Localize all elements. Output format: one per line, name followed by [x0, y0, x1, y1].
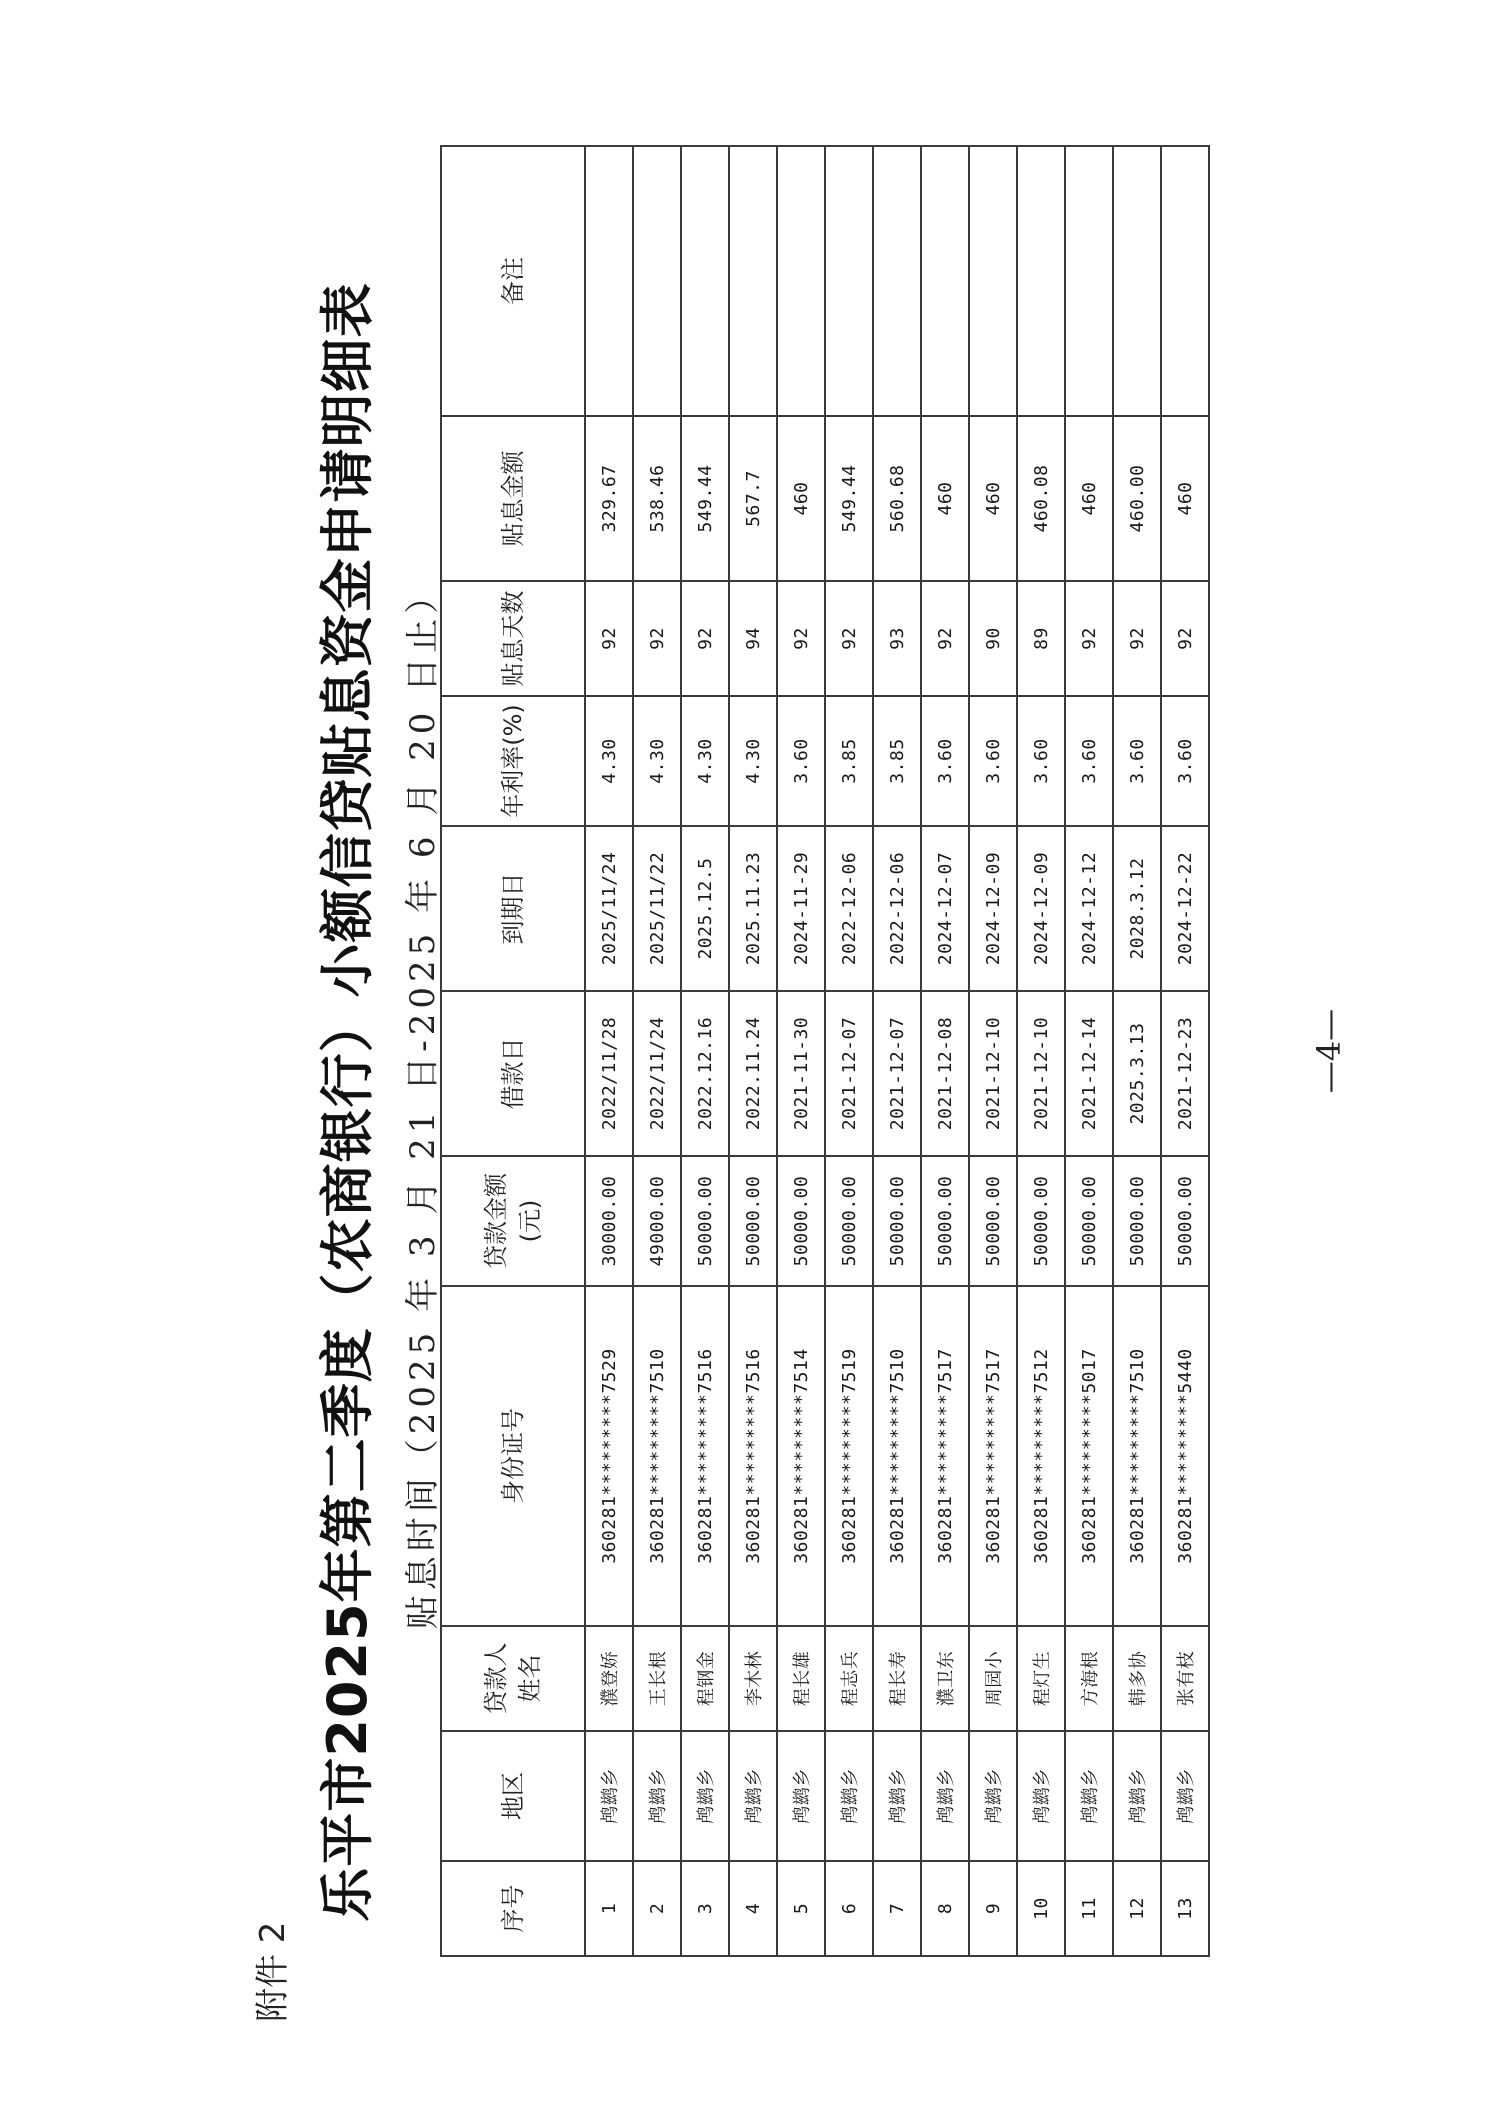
loan-amount-cell: 50000.00 — [729, 1156, 777, 1286]
loan-date-cell: 2021-12-23 — [1161, 991, 1209, 1156]
remark-cell — [1113, 146, 1161, 416]
subsidy-days-cell: 92 — [921, 581, 969, 696]
due-date-cell: 2022-12-06 — [873, 826, 921, 991]
table-row — [1065, 146, 1113, 1956]
remark-cell — [969, 146, 1017, 416]
due-date-cell: 2025/11/24 — [585, 826, 633, 991]
subsidy-days-cell: 92 — [633, 581, 681, 696]
remark-cell — [825, 146, 873, 416]
borrower-name-cell: 张有枝 — [1161, 1626, 1209, 1731]
row-index-cell: 9 — [969, 1861, 1017, 1956]
borrower-name-cell: 濮登娇 — [585, 1626, 633, 1731]
annual-rate-cell: 4.30 — [585, 696, 633, 826]
row-index-cell: 11 — [1065, 1861, 1113, 1956]
header-cell: 身份证号 — [441, 1286, 585, 1626]
loan-amount-cell: 50000.00 — [1065, 1156, 1113, 1286]
table-row — [1161, 146, 1209, 1956]
row-index-cell: 1 — [585, 1861, 633, 1956]
row-index-cell: 13 — [1161, 1861, 1209, 1956]
annual-rate-cell: 3.60 — [777, 696, 825, 826]
subsidy-days-cell: 90 — [969, 581, 1017, 696]
loan-amount-cell: 50000.00 — [1113, 1156, 1161, 1286]
id-number-cell: 360281*********7514 — [777, 1286, 825, 1626]
remark-cell — [1161, 146, 1209, 416]
loan-date-cell: 2025.3.13 — [1113, 991, 1161, 1156]
due-date-cell: 2025.11.23 — [729, 826, 777, 991]
region-cell: 鸬鹚乡 — [633, 1731, 681, 1861]
table-row — [777, 146, 825, 1956]
annual-rate-cell: 3.60 — [969, 696, 1017, 826]
annual-rate-cell: 4.30 — [729, 696, 777, 826]
row-index-cell: 12 — [1113, 1861, 1161, 1956]
loan-date-cell: 2022/11/28 — [585, 991, 633, 1156]
region-cell: 鸬鹚乡 — [969, 1731, 1017, 1861]
due-date-cell: 2024-11-29 — [777, 826, 825, 991]
annual-rate-cell: 3.60 — [1017, 696, 1065, 826]
id-number-cell: 360281*********7516 — [729, 1286, 777, 1626]
loan-date-cell: 2022.11.24 — [729, 991, 777, 1156]
loan-date-cell: 2022.12.16 — [681, 991, 729, 1156]
borrower-name-cell: 韩多协 — [1113, 1626, 1161, 1731]
subsidy-table — [440, 145, 1210, 1957]
annual-rate-cell: 3.60 — [1065, 696, 1113, 826]
loan-date-cell: 2021-11-30 — [777, 991, 825, 1156]
subsidy-days-cell: 92 — [777, 581, 825, 696]
loan-date-cell: 2021-12-07 — [873, 991, 921, 1156]
remark-cell — [873, 146, 921, 416]
borrower-name-cell: 濮卫东 — [921, 1626, 969, 1731]
due-date-cell: 2024-12-09 — [969, 826, 1017, 991]
loan-date-cell: 2022/11/24 — [633, 991, 681, 1156]
subsidy-days-cell: 92 — [1113, 581, 1161, 696]
row-index-cell: 7 — [873, 1861, 921, 1956]
id-number-cell: 360281*********7517 — [969, 1286, 1017, 1626]
loan-date-cell: 2021-12-10 — [969, 991, 1017, 1156]
attachment-label: 附件 2 — [253, 1921, 293, 2022]
remark-cell — [1065, 146, 1113, 416]
subsidy-amount-cell: 460.00 — [1113, 416, 1161, 581]
subsidy-amount-cell: 560.68 — [873, 416, 921, 581]
table-row — [921, 146, 969, 1956]
table-row — [681, 146, 729, 1956]
id-number-cell: 360281*********7516 — [681, 1286, 729, 1626]
region-cell: 鸬鹚乡 — [921, 1731, 969, 1861]
loan-amount-cell: 50000.00 — [1017, 1156, 1065, 1286]
loan-amount-cell: 49000.00 — [633, 1156, 681, 1286]
table-row — [1113, 146, 1161, 1956]
loan-date-cell: 2021-12-14 — [1065, 991, 1113, 1156]
header-row — [441, 146, 585, 1956]
id-number-cell: 360281*********7517 — [921, 1286, 969, 1626]
due-date-cell: 2022-12-06 — [825, 826, 873, 991]
loan-date-cell: 2021-12-08 — [921, 991, 969, 1156]
subsidy-days-cell: 89 — [1017, 581, 1065, 696]
region-cell: 鸬鹚乡 — [873, 1731, 921, 1861]
row-index-cell: 6 — [825, 1861, 873, 1956]
header-cell: 到期日 — [441, 826, 585, 991]
region-cell: 鸬鹚乡 — [1113, 1731, 1161, 1861]
borrower-name-cell: 程长寿 — [873, 1626, 921, 1731]
annual-rate-cell: 3.60 — [1161, 696, 1209, 826]
due-date-cell: 2024-12-09 — [1017, 826, 1065, 991]
region-cell: 鸬鹚乡 — [729, 1731, 777, 1861]
id-number-cell: 360281*********7510 — [633, 1286, 681, 1626]
annual-rate-cell: 4.30 — [681, 696, 729, 826]
loan-amount-cell: 50000.00 — [777, 1156, 825, 1286]
borrower-name-cell: 程长雄 — [777, 1626, 825, 1731]
table-row — [1017, 146, 1065, 1956]
id-number-cell: 360281*********7519 — [825, 1286, 873, 1626]
page-number: —4— — [1310, 1008, 1348, 1094]
row-index-cell: 4 — [729, 1861, 777, 1956]
row-index-cell: 3 — [681, 1861, 729, 1956]
loan-date-cell: 2021-12-10 — [1017, 991, 1065, 1156]
borrower-name-cell: 周园小 — [969, 1626, 1017, 1731]
header-cell: 贴息天数 — [441, 581, 585, 696]
borrower-name-cell: 王长根 — [633, 1626, 681, 1731]
borrower-name-cell: 程志兵 — [825, 1626, 873, 1731]
annual-rate-cell: 3.85 — [873, 696, 921, 826]
table-row — [585, 146, 633, 1956]
id-number-cell: 360281*********7510 — [873, 1286, 921, 1626]
loan-amount-cell: 50000.00 — [969, 1156, 1017, 1286]
region-cell: 鸬鹚乡 — [1017, 1731, 1065, 1861]
loan-amount-cell: 50000.00 — [681, 1156, 729, 1286]
row-index-cell: 2 — [633, 1861, 681, 1956]
due-date-cell: 2025/11/22 — [633, 826, 681, 991]
remark-cell — [1017, 146, 1065, 416]
subsidy-amount-cell: 538.46 — [633, 416, 681, 581]
subsidy-days-cell: 92 — [1161, 581, 1209, 696]
borrower-name-cell: 李木林 — [729, 1626, 777, 1731]
id-number-cell: 360281*********7529 — [585, 1286, 633, 1626]
annual-rate-cell: 4.30 — [633, 696, 681, 826]
row-index-cell: 8 — [921, 1861, 969, 1956]
due-date-cell: 2024-12-12 — [1065, 826, 1113, 991]
header-cell: 借款日 — [441, 991, 585, 1156]
loan-amount-cell: 50000.00 — [825, 1156, 873, 1286]
subsidy-days-cell: 93 — [873, 581, 921, 696]
due-date-cell: 2024-12-07 — [921, 826, 969, 991]
document-title: 乐平市2025年第二季度（农商银行）小额信贷贴息资金申请明细表 — [316, 282, 379, 1922]
subsidy-period: 贴息时间（2025 年 3 月 21 日-2025 年 6 月 20 日止） — [403, 574, 443, 1630]
subsidy-days-cell: 94 — [729, 581, 777, 696]
subsidy-days-cell: 92 — [825, 581, 873, 696]
table-row — [633, 146, 681, 1956]
subsidy-amount-cell: 460 — [969, 416, 1017, 581]
subsidy-amount-cell: 460 — [1161, 416, 1209, 581]
region-cell: 鸬鹚乡 — [681, 1731, 729, 1861]
subsidy-days-cell: 92 — [1065, 581, 1113, 696]
table-row — [729, 146, 777, 1956]
borrower-name-cell: 程灯生 — [1017, 1626, 1065, 1731]
subsidy-amount-cell: 549.44 — [825, 416, 873, 581]
loan-amount-cell: 30000.00 — [585, 1156, 633, 1286]
header-cell: 贴息金额 — [441, 416, 585, 581]
subsidy-amount-cell: 460.08 — [1017, 416, 1065, 581]
borrower-name-cell: 方海根 — [1065, 1626, 1113, 1731]
region-cell: 鸬鹚乡 — [585, 1731, 633, 1861]
id-number-cell: 360281*********5017 — [1065, 1286, 1113, 1626]
remark-cell — [633, 146, 681, 416]
annual-rate-cell: 3.60 — [921, 696, 969, 826]
table-row — [825, 146, 873, 1956]
due-date-cell: 2024-12-22 — [1161, 826, 1209, 991]
subsidy-days-cell: 92 — [681, 581, 729, 696]
id-number-cell: 360281*********7510 — [1113, 1286, 1161, 1626]
borrower-name-cell: 程钢金 — [681, 1626, 729, 1731]
subsidy-amount-cell: 567.7 — [729, 416, 777, 581]
remark-cell — [921, 146, 969, 416]
subsidy-amount-cell: 460 — [777, 416, 825, 581]
loan-amount-cell: 50000.00 — [1161, 1156, 1209, 1286]
remark-cell — [681, 146, 729, 416]
header-cell: 贷款金额(元) — [441, 1156, 585, 1286]
annual-rate-cell: 3.60 — [1113, 696, 1161, 826]
region-cell: 鸬鹚乡 — [1065, 1731, 1113, 1861]
subsidy-amount-cell: 460 — [921, 416, 969, 581]
region-cell: 鸬鹚乡 — [825, 1731, 873, 1861]
table-row — [969, 146, 1017, 1956]
header-cell: 序号 — [441, 1861, 585, 1956]
subsidy-amount-cell: 329.67 — [585, 416, 633, 581]
row-index-cell: 5 — [777, 1861, 825, 1956]
remark-cell — [777, 146, 825, 416]
header-cell: 备注 — [441, 146, 585, 416]
header-cell: 地区 — [441, 1731, 585, 1861]
subsidy-days-cell: 92 — [585, 581, 633, 696]
remark-cell — [585, 146, 633, 416]
due-date-cell: 2028.3.12 — [1113, 826, 1161, 991]
table-body — [585, 146, 1209, 1956]
due-date-cell: 2025.12.5 — [681, 826, 729, 991]
subsidy-amount-cell: 460 — [1065, 416, 1113, 581]
header-cell: 贷款人姓名 — [441, 1626, 585, 1731]
subsidy-amount-cell: 549.44 — [681, 416, 729, 581]
loan-date-cell: 2021-12-07 — [825, 991, 873, 1156]
loan-amount-cell: 50000.00 — [921, 1156, 969, 1286]
header-cell: 年利率(%) — [441, 696, 585, 826]
id-number-cell: 360281*********5440 — [1161, 1286, 1209, 1626]
id-number-cell: 360281*********7512 — [1017, 1286, 1065, 1626]
row-index-cell: 10 — [1017, 1861, 1065, 1956]
annual-rate-cell: 3.85 — [825, 696, 873, 826]
remark-cell — [729, 146, 777, 416]
region-cell: 鸬鹚乡 — [1161, 1731, 1209, 1861]
region-cell: 鸬鹚乡 — [777, 1731, 825, 1861]
table-row — [873, 146, 921, 1956]
loan-amount-cell: 50000.00 — [873, 1156, 921, 1286]
